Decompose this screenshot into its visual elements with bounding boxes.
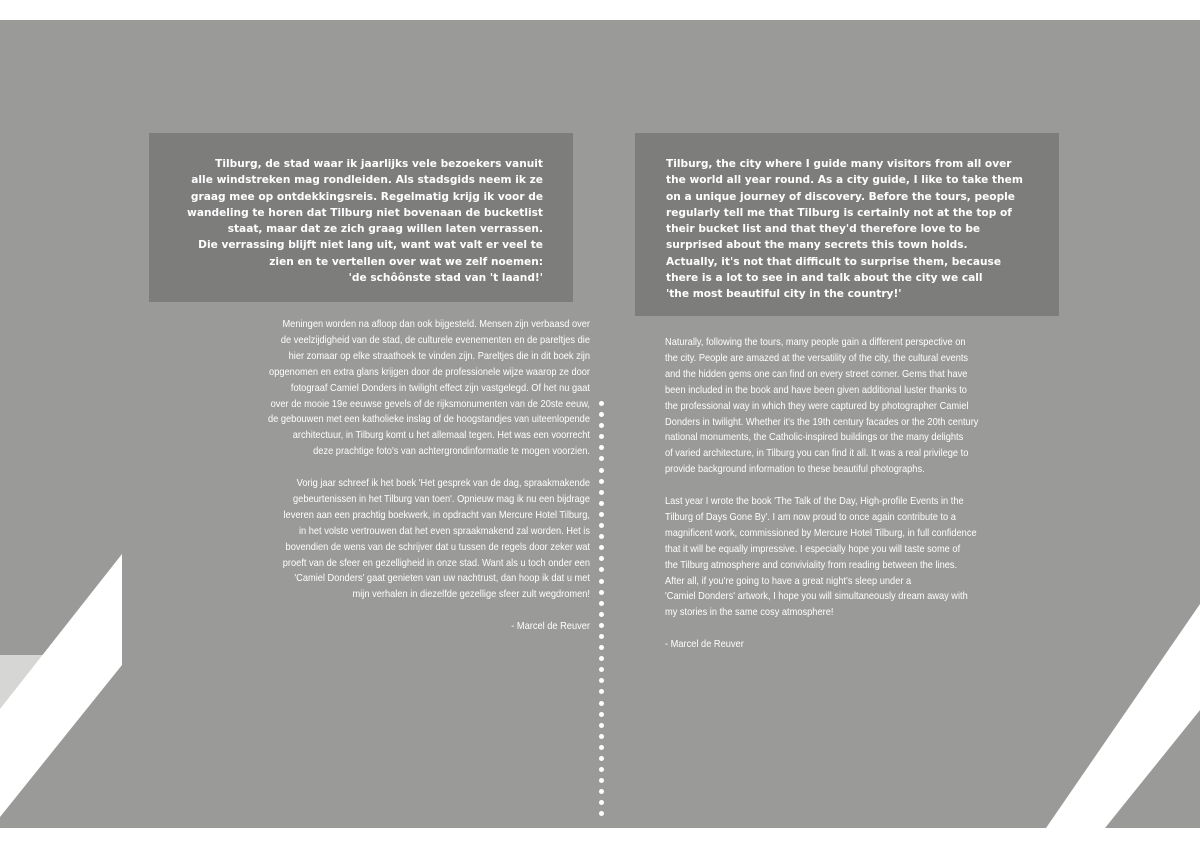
text-line: bovendien de wens van de schrijver dat u tussen de regels door zeker wat	[285, 541, 590, 553]
divider-dot	[599, 412, 604, 417]
intro-box-dutch	[149, 133, 573, 302]
divider-dot	[599, 501, 604, 506]
signature: - Marcel de Reuver	[665, 639, 744, 651]
divider-dot	[599, 567, 604, 572]
intro-line: 'the most beautiful city in the country!'	[666, 288, 902, 301]
paragraph-gap	[194, 460, 590, 476]
divider-dot	[599, 767, 604, 772]
paragraph-gap	[194, 603, 590, 619]
intro-line: wandeling te horen dat Tilburg niet bovenaan de bucketlist	[187, 206, 543, 219]
right-white-stripe	[1046, 604, 1200, 828]
divider-dot	[599, 667, 604, 672]
intro-line: zien en te vertellen over wat we zelf noemen:	[269, 255, 543, 268]
divider-dot	[599, 479, 604, 484]
divider-dot	[599, 612, 604, 617]
divider-dot	[599, 678, 604, 683]
divider-dot	[599, 811, 604, 816]
divider-dot	[599, 523, 604, 528]
intro-line: staat, maar dat ze zich graag willen laten verrassen.	[227, 223, 543, 236]
divider-dot	[599, 623, 604, 628]
text-line: the city. People are amazed at the versatility of the city, the cultural events	[665, 352, 969, 364]
divider-dot	[599, 701, 604, 706]
divider-dot	[599, 401, 604, 406]
text-line: and the hidden gems one can find on every street corner. Gems that have	[665, 368, 968, 380]
divider-dot	[599, 800, 604, 805]
text-line: that it will be equally impressive. I especially hope you will taste some of	[665, 543, 961, 555]
text-line: in het volste vertrouwen dat het even spraakmakend zal worden. Het is	[298, 525, 590, 537]
intro-line: on a unique journey of discovery. Before the tours, people	[666, 190, 1015, 203]
divider-dot	[599, 512, 604, 517]
divider-dot	[599, 723, 604, 728]
intro-line: Die verrassing blijft niet lang uit, want wat valt er veel te	[198, 239, 543, 252]
divider-dot	[599, 434, 604, 439]
text-line: de gebouwen met een katholieke inslag of de hoogstandjes van uiteenlopende	[267, 414, 590, 426]
divider-dot	[599, 545, 604, 550]
text-line: the professional way in which they were captured by photographer Camiel	[665, 400, 969, 412]
text-line: Naturally, following the tours, many people gain a different perspective on	[665, 337, 966, 348]
divider-dot	[599, 468, 604, 473]
text-line: deze prachtige foto's van achtergrondinformatie te mogen voorzien.	[313, 446, 590, 458]
text-line: Vorig jaar schreef ik het boek 'Het gesprek van de dag, spraakmakende	[296, 478, 590, 490]
text-line: mijn verhalen in diezelfde gezellige sfeer zult wegdromen!	[352, 589, 590, 601]
divider-dot	[599, 778, 604, 783]
divider-dot	[599, 445, 604, 450]
divider-dot	[599, 534, 604, 539]
intro-line: alle windstreken mag rondleiden. Als stadsgids neem ik ze	[191, 174, 543, 187]
text-line: of varied architecture, in Tilburg you can find it all. It was a real privilege to	[665, 448, 969, 460]
paragraph-gap	[665, 621, 1061, 637]
divider-dot	[599, 745, 604, 750]
divider-dot	[599, 490, 604, 495]
divider-dot	[599, 456, 604, 461]
text-line: Tilburg of Days Gone By'. I am now proud to once again contribute to a	[665, 511, 956, 523]
text-line: leveren aan een prachtig boekwerk, in opdracht van Mercure Hotel Tilburg,	[283, 509, 590, 521]
signature: - Marcel de Reuver	[511, 621, 590, 633]
text-line: fotograaf Camiel Donders in twilight effect zijn vastgelegd. Of het nu gaat	[290, 382, 590, 394]
text-line: proeft van de sfeer en gezelligheid in onze stad. Want als u toch onder een	[282, 557, 590, 569]
divider-dot	[599, 590, 604, 595]
divider-dot	[599, 645, 604, 650]
text-line: magnificent work, commissioned by Mercure Hotel Tilburg, in full confidence	[665, 527, 977, 539]
divider-dot	[599, 556, 604, 561]
intro-line: there is a lot to see in and talk about the city we call	[666, 272, 983, 285]
divider-dot	[599, 656, 604, 661]
text-line: Donders in twilight. Whether it's the 19th century facades or the 20th century	[665, 416, 979, 428]
intro-line: their bucket list and that they'd therefore love to be	[666, 223, 981, 236]
text-line: gebeurtenissen in het Tilburg van toen'. Opnieuw mag ik nu een bijdrage	[293, 493, 590, 505]
divider-dot	[599, 756, 604, 761]
text-line: opgenomen en extra glans krijgen door de professionele wijze waarop ze door	[269, 366, 590, 378]
text-line: After all, if you're going to have a great night's sleep under a	[665, 575, 912, 587]
intro-line: graag mee op ontdekkingsreis. Regelmatig krijg ik voor de	[190, 190, 543, 203]
divider-dot	[599, 734, 604, 739]
text-line: de veelzijdigheid van de stad, de culturele evenementen en de pareltjes die	[280, 334, 590, 346]
intro-line: Tilburg, de stad waar ik jaarlijks vele bezoekers vanuit	[215, 158, 543, 170]
intro-line: the world all year round. As a city guide, I like to take them	[666, 174, 1023, 187]
text-line: my stories in the same cosy atmosphere!	[665, 607, 834, 619]
body-text-dutch	[194, 317, 590, 635]
text-line: hier zomaar op elke straathoek te vinden zijn. Pareltjes die in dit boek zijn	[288, 350, 590, 362]
intro-line: regularly tell me that Tilburg is certainly not at the top of	[666, 206, 1012, 219]
intro-line: Tilburg, the city where I guide many visitors from all over	[666, 158, 1012, 170]
text-line: provide background information to these beautiful photographs.	[665, 464, 925, 476]
intro-line: 'de schôônste stad van 't laand!'	[348, 272, 543, 285]
text-line: architectuur, in Tilburg komt u het allemaal tegen. Het was een voorrecht	[292, 430, 590, 442]
divider-dot	[599, 634, 604, 639]
text-line: Meningen worden na afloop dan ook bijgesteld. Mensen zijn verbaasd over	[282, 319, 590, 330]
book-spread	[0, 20, 1200, 828]
text-line: Last year I wrote the book 'The Talk of the Day, High-profile Events in the	[665, 496, 964, 508]
intro-line: surprised about the many secrets this town holds.	[666, 239, 968, 252]
intro-line: Actually, it's not that difficult to surprise them, because	[666, 255, 1002, 268]
body-text-english	[665, 335, 1061, 653]
intro-box-english	[635, 133, 1059, 316]
text-line: the Tilburg atmosphere and conviviality from reading between the lines.	[665, 559, 958, 571]
text-line: been included in the book and have been given additional luster thanks to	[665, 384, 967, 396]
text-line: over de mooie 19e eeuwse gevels of de rijksmonumenten van de 20ste eeuw,	[270, 398, 590, 410]
paragraph-gap	[665, 478, 1061, 494]
text-line: 'Camiel Donders' artwork, I hope you will simultaneously dream away with	[665, 591, 968, 603]
divider-dot	[599, 423, 604, 428]
divider-dot	[599, 712, 604, 717]
divider-dot	[599, 689, 604, 694]
divider-dot	[599, 601, 604, 606]
divider-dot	[599, 579, 604, 584]
text-line: 'Camiel Donders' gaat genieten van uw nachtrust, dan hoop ik dat u met	[294, 573, 590, 585]
text-line: national monuments, the Catholic-inspired buildings or the many delights	[665, 432, 964, 444]
divider-dot	[599, 789, 604, 794]
page-divider-dots	[598, 401, 608, 823]
